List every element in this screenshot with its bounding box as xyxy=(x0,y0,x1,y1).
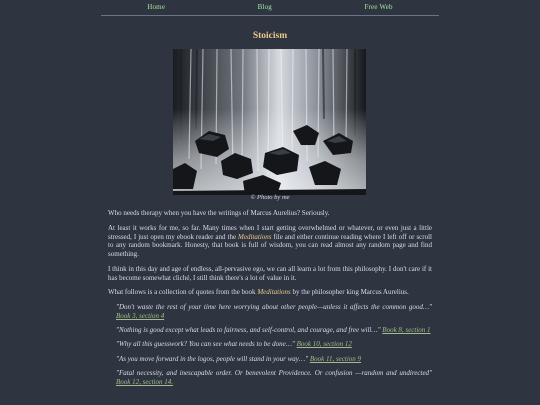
quote-item xyxy=(116,369,432,387)
quote-text: "Nothing is good except what leads to fairness, and self-control, and courage, and free will…" xyxy=(116,326,381,335)
paragraph-collection xyxy=(108,288,432,297)
paragraph-ebook-text-a: At least it works for me, so far. Many times when I start getting overwhelmed or whatever, or even just a little stressed, I just open my ebook reader and the xyxy=(108,223,432,241)
quote-item xyxy=(116,326,432,335)
paragraph-ebook xyxy=(108,224,432,259)
quote-text: "As you move forward in the logos, people will stand in your way…" xyxy=(116,354,309,363)
waterfall-image xyxy=(173,49,366,195)
paragraph-philosophy: I think in this day and age of endless, all-pervasive ego, we can all learn a lot from this philosophy. I don't care if it has become somewhat cliché, I still think there's a lot of value in it. xyxy=(108,264,432,282)
waterfall-photo xyxy=(173,49,366,195)
paragraph-ebook-text-b: file and either continue reading where I left off or scroll to any random bookmark. Honesty, that book is full of wisdom, you can read almost any random page and find something. xyxy=(108,232,432,258)
nav-link-blog[interactable]: Blog xyxy=(257,3,272,12)
photo-caption: © Photo by me xyxy=(250,194,290,201)
paragraph-collection-text-b: by the philosopher king Marcus Aurelius. xyxy=(290,288,409,297)
quote-text: "Fatal necessity, and inescapable order. Or benevolent Providence. Or confusion —random and undirected" xyxy=(116,369,432,378)
quote-text: "Why all this guesswork? You can see what needs to be done…" xyxy=(116,340,295,349)
meditations-book-title: Meditations xyxy=(257,288,291,297)
quote-item xyxy=(116,340,432,349)
intro-paragraph: Who needs therapy when you have the writings of Marcus Aurelius? Seriously. xyxy=(108,209,330,217)
quote-source-link[interactable]: Book 12, section 14. xyxy=(116,377,173,386)
quote-item xyxy=(116,303,432,321)
quote-text: "Don't waste the rest of your time here worrying about other people—unless it affects the common good…" xyxy=(116,303,432,311)
nav-link-home[interactable]: Home xyxy=(147,3,166,12)
quote-item xyxy=(116,355,432,364)
quote-source-link[interactable]: Book 11, section 9 xyxy=(309,354,362,363)
quote-source-link[interactable]: Book 10, section 12 xyxy=(296,340,352,349)
meditations-emphasis: Meditations xyxy=(238,232,272,241)
quote-source-link[interactable]: Book 3, section 4 xyxy=(116,311,165,320)
nav-link-free-web[interactable]: Free Web xyxy=(364,3,393,12)
paragraph-collection-text-a: What follows is a collection of quotes from the book xyxy=(108,288,258,297)
article-body xyxy=(108,209,432,392)
top-nav xyxy=(101,0,439,16)
quote-source-link[interactable]: Book 8, section 1 xyxy=(382,326,431,335)
page-title: Stoicism xyxy=(252,31,288,41)
